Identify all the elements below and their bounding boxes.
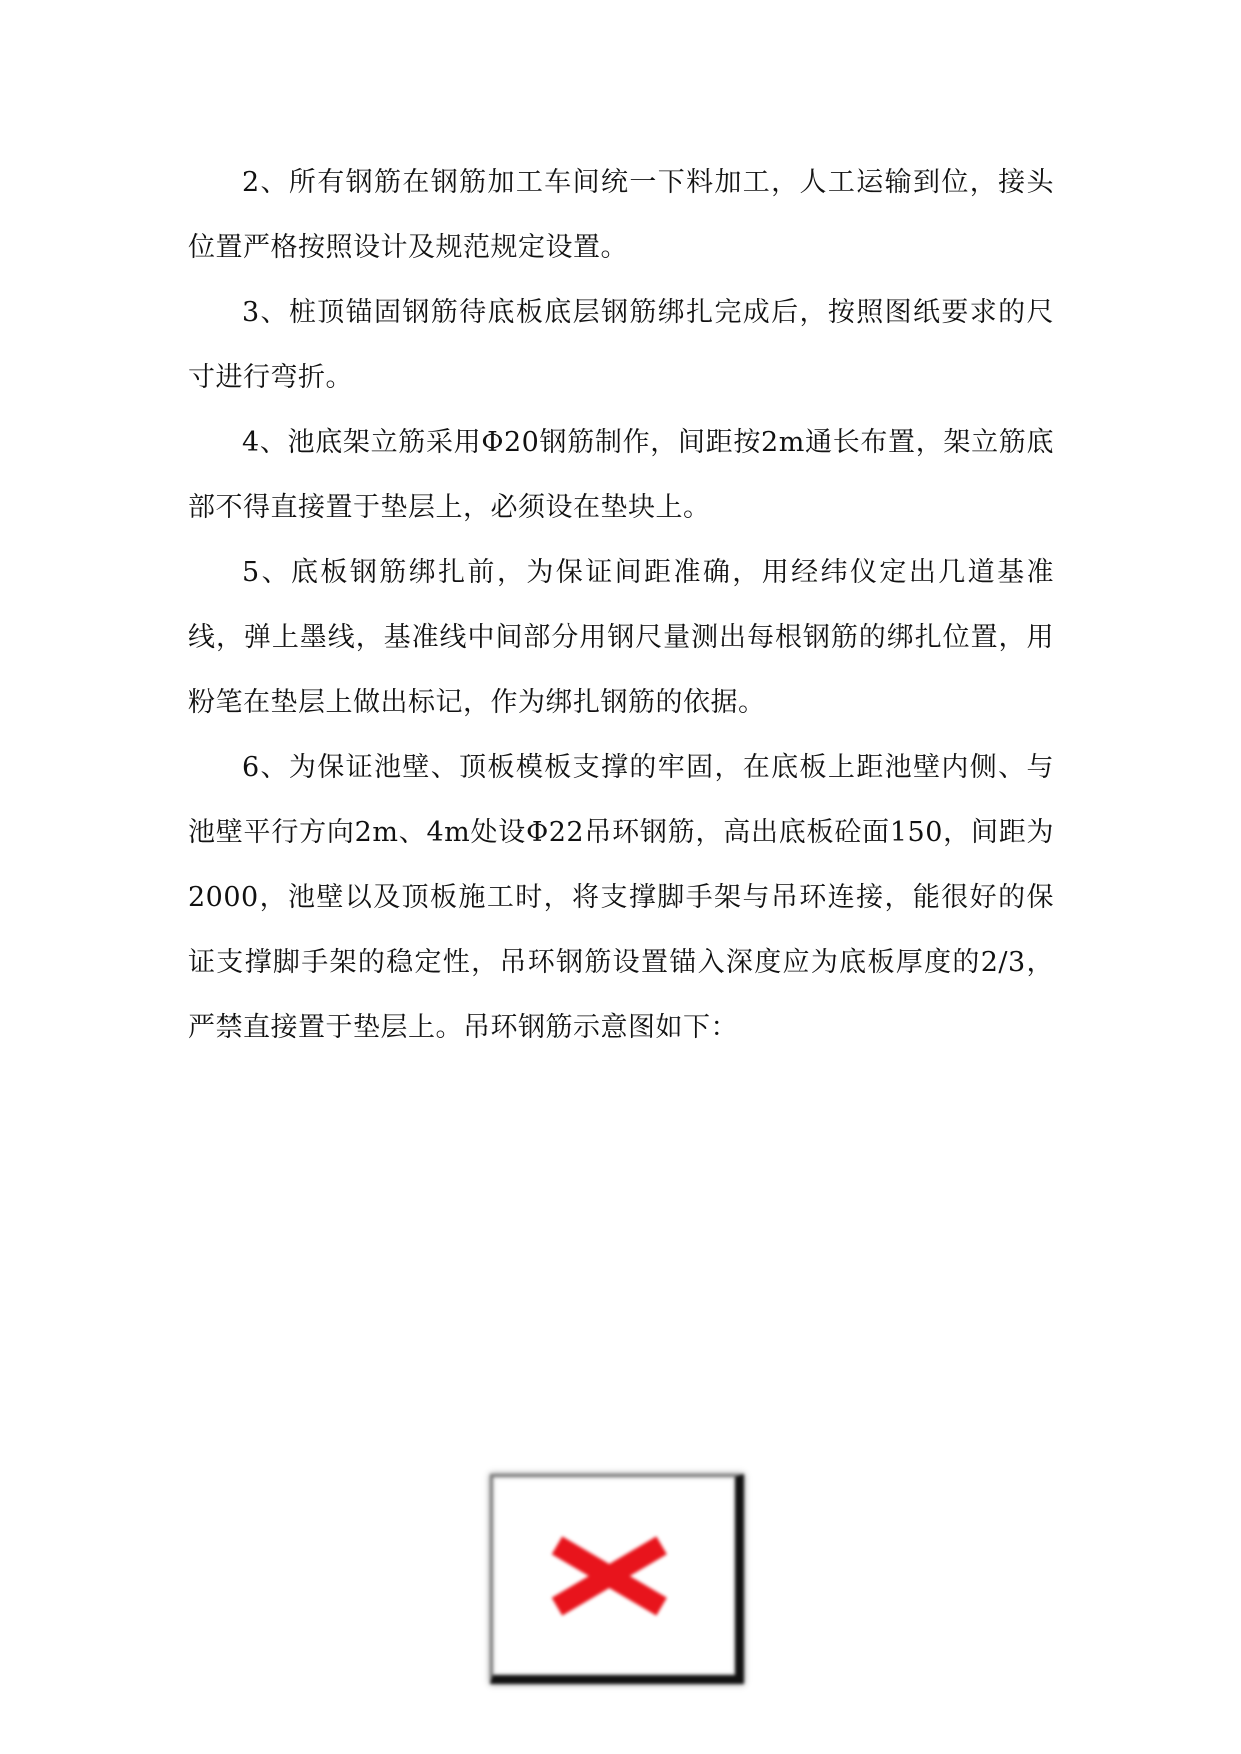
paragraph-item-2: 2、所有钢筋在钢筋加工车间统一下料加工，人工运输到位，接头位置严格按照设计及规范规定设置。 xyxy=(188,167,1054,263)
paragraph-item-4: 4、池底架立筋采用Φ20钢筋制作，间距按2m通长布置，架立筋底部不得直接置于垫层上，必须设在垫块上。 xyxy=(188,427,1054,523)
broken-image-icon xyxy=(493,1477,735,1675)
paragraph-item-3: 3、桩顶锚固钢筋待底板底层钢筋绑扎完成后，按照图纸要求的尺寸进行弯折。 xyxy=(188,297,1054,393)
document-body xyxy=(188,150,1054,1060)
paragraph-item-6: 6、为保证池壁、顶板模板支撑的牢固，在底板上距池壁内侧、与池壁平行方向2m、4m处设Φ22吊环钢筋，高出底板砼面150，间距为2000，池壁以及顶板施工时，将支撑脚手架与吊环连接，能很好的保证支撑脚手架的稳定性，吊环钢筋设置锚入深度应为底板厚度的2/3，严禁直接置于垫层上。吊环钢筋示意图如下： xyxy=(188,752,1054,1043)
paragraph-item-5: 5、底板钢筋绑扎前，为保证间距准确，用经纬仪定出几道基准线，弹上墨线，基准线中间部分用钢尺量测出每根钢筋的绑扎位置，用粉笔在垫层上做出标记，作为绑扎钢筋的依据。 xyxy=(188,557,1054,718)
missing-figure-placeholder xyxy=(490,1474,744,1684)
